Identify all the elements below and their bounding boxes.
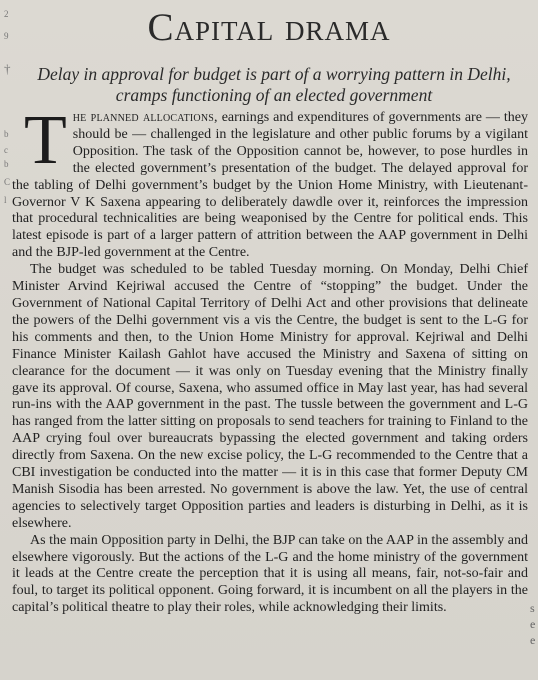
margin-mark: l [4, 195, 7, 205]
headline: Capital drama [147, 6, 391, 49]
article-body [12, 102, 528, 617]
margin-mark: C [4, 177, 11, 187]
margin-mark: † [4, 61, 11, 76]
paragraph-1 [12, 102, 528, 262]
paragraph-2: The budget was scheduled to be tabled Tuesday morning. On Monday, Delhi Chief Minister Arvind Kejriwal accused the Centre of “stopping” the budget. Under the Government of National Capital Territory of Delhi Act and other provisions that delineate the powers of the Delhi government vis a vis the Centre, the budget is sent to the L-G for his comments and then, to the Union Home Ministry for approval. Kejriwal and Delhi Finance Minister Kailash Gahlot have accused the Ministry and Saxena of sitting on clearance for the document — it was only on Tuesday evening that the Ministry finally gave its approval. Of course, Saxena, who assumed office in May last year, has had several run-ins with the AAP government in the past. The tussle between the government and L-G has ranged from the latter sitting on proposals to send teachers for training to Finland to the AAP crying foul over bureaucrats bypassing the elected government and taking orders directly from Saxena. On the new excise policy, the L-G recommended to the Centre that a CBI investigation be conducted into the matter — it is in this case that former Deputy CM Manish Sisodia has been arrested. No government is above the law. Yet, the use of central agencies to selectively target Opposition parties and leaders is disturbing in Delhi, as it is elsewhere. [12, 262, 528, 531]
margin-mark: s [530, 601, 535, 615]
deck-subheading: Delay in approval for budget is part of a worrying pattern in Delhi, cramps functioning of an elected government [37, 64, 511, 105]
paragraph-1-text: earnings and expenditures of governments are — they should be — challenged in the legislature and other public forums by a vigilant Opposition. The task of the Opposition cannot be, however, to pose hurdles in the elected government’s presentation of the budget. The delayed approval for the tabling of Delhi government’s budget by the Union Home Ministry, with Lieutenant-Governor V K Saxena appearing to deliberately dawdle over it, reinforces the impression that procedural technicalities are being weaponised by the Centre for political ends. This latest episode is part of a larger pattern of attrition between the AAP government in Delhi and the BJP-led government at the Centre. [12, 110, 528, 261]
margin-mark: b [4, 159, 9, 169]
lead-in: he planned allocations, [72, 110, 218, 125]
margin-mark: c [4, 145, 8, 155]
margin-mark: 2 [4, 9, 9, 19]
paragraph-3: As the main Opposition party in Delhi, the BJP can take on the AAP in the assembly and elsewhere vigorously. But the actions of the L-G and the home ministry of the government it leads at the Centre create the perception that it is using all means, fair, not-so-fair and foul, to target its political opponent. Going forward, it is incumbent on all the players in the capital’s political theatre to play their roles, while acknowledging their limits. [12, 532, 528, 616]
right-margin-bleed [530, 600, 538, 680]
margin-mark: 9 [4, 31, 9, 41]
margin-mark: e [530, 617, 536, 631]
drop-cap: T [24, 102, 67, 179]
margin-mark: b [4, 129, 9, 139]
margin-mark: e [530, 633, 536, 647]
